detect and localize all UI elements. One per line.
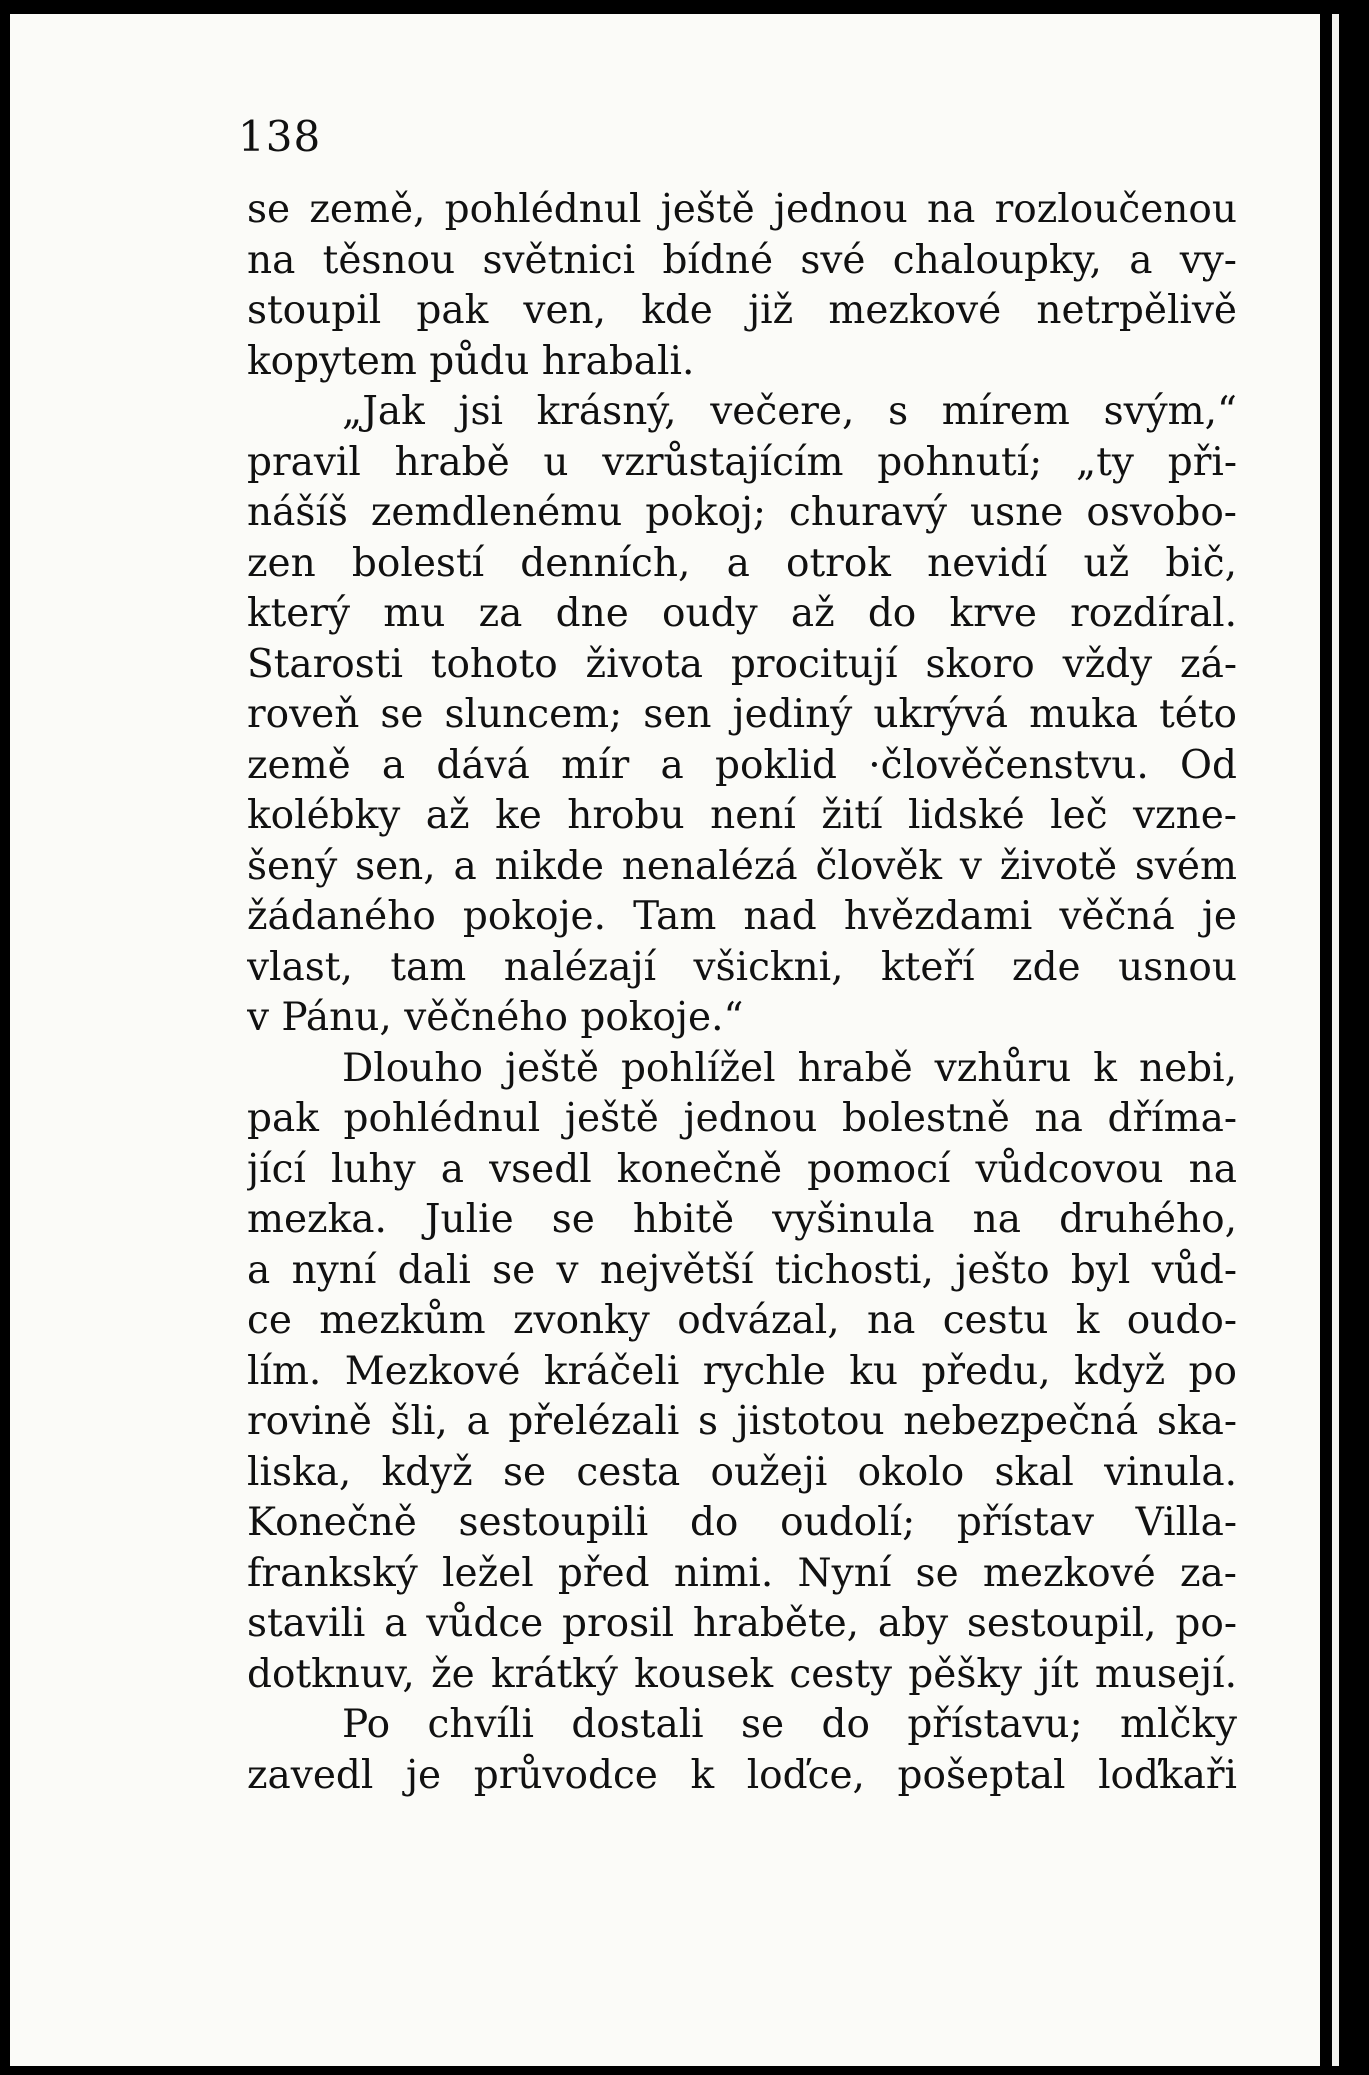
text-line: stoupil pak ven, kde již mezkové netrpělivě	[247, 288, 1237, 333]
text-line: rovině šli, a přelézali s jistotou nebezpečná ska-	[247, 1399, 1237, 1444]
text-line: zavedl je průvodce k loďce, pošeptal loďkaři	[247, 1752, 1237, 1798]
text-line: na těsnou světnici bídné své chaloupky, a vy-	[247, 237, 1237, 283]
body-text	[247, 185, 1237, 1801]
text-line: se země, pohlédnul ještě jednou na rozloučenou	[247, 187, 1237, 232]
text-line: ce mezkům zvonky odvázal, na cestu k oudo-	[247, 1298, 1237, 1343]
text-line: v Pánu, věčného pokoje.“	[247, 995, 744, 1040]
text-line: zen bolestí denních, a otrok nevidí už bič,	[247, 540, 1237, 586]
text-line: pravil hrabě u vzrůstajícím pohnutí; „ty při-	[247, 439, 1237, 485]
text-line: který mu za dne oudy až do krve rozdíral.	[247, 591, 1237, 636]
text-line: šený sen, a nikde nenalézá člověk v životě svém	[247, 843, 1237, 889]
text-line: kopytem půdu hrabali.	[247, 338, 695, 384]
text-line: stavili a vůdce prosil hraběte, aby sestoupil, po-	[247, 1601, 1237, 1646]
text-line: roveň se sluncem; sen jediný ukrývá muka této	[247, 692, 1237, 737]
paragraph-start-line: Dlouho ještě pohlížel hrabě vzhůru k nebi,	[342, 1045, 1237, 1091]
text-line: žádaného pokoje. Tam nad hvězdami věčná je	[247, 894, 1237, 939]
page-number: 138	[238, 112, 322, 161]
text-line: vlast, tam nalézají všickni, kteří zde usnou	[247, 944, 1237, 990]
text-line: lím. Mezkové kráčeli rychle ku předu, když po	[247, 1348, 1237, 1394]
text-line: pak pohlédnul ještě jednou bolestně na dříma-	[247, 1096, 1237, 1141]
text-line: kolébky až ke hrobu není žití lidské leč vzne-	[247, 793, 1237, 838]
text-line: jící luhy a vsedl konečně pomocí vůdcovou na	[247, 1146, 1237, 1192]
text-line: nášíš zemdlenému pokoj; churavý usne osvobo-	[247, 490, 1237, 535]
text-line: Starosti tohoto života procitují skoro vždy zá-	[247, 641, 1237, 687]
text-line: dotknuv, že krátký kousek cesty pěšky jít musejí.	[247, 1651, 1237, 1697]
page-edge	[1332, 14, 1339, 2066]
text-line: a nyní dali se v největší tichosti, ješto byl vůd-	[247, 1247, 1237, 1293]
text-line: mezka. Julie se hbitě vyšinula na druhého,	[247, 1197, 1237, 1242]
paragraph-start-line: „Jak jsi krásný, večere, s mírem svým,“	[342, 389, 1237, 434]
text-line: země a dává mír a poklid ·člověčenstvu. Od	[247, 742, 1237, 788]
paragraph-start-line: Po chvíli dostali se do přístavu; mlčky	[342, 1702, 1237, 1747]
text-line: Konečně sestoupili do oudolí; přístav Villa-	[247, 1500, 1237, 1545]
text-line: liska, když se cesta oužeji okolo skal vinula.	[247, 1449, 1237, 1495]
text-line: frankský ležel před nimi. Nyní se mezkové za-	[247, 1550, 1237, 1596]
